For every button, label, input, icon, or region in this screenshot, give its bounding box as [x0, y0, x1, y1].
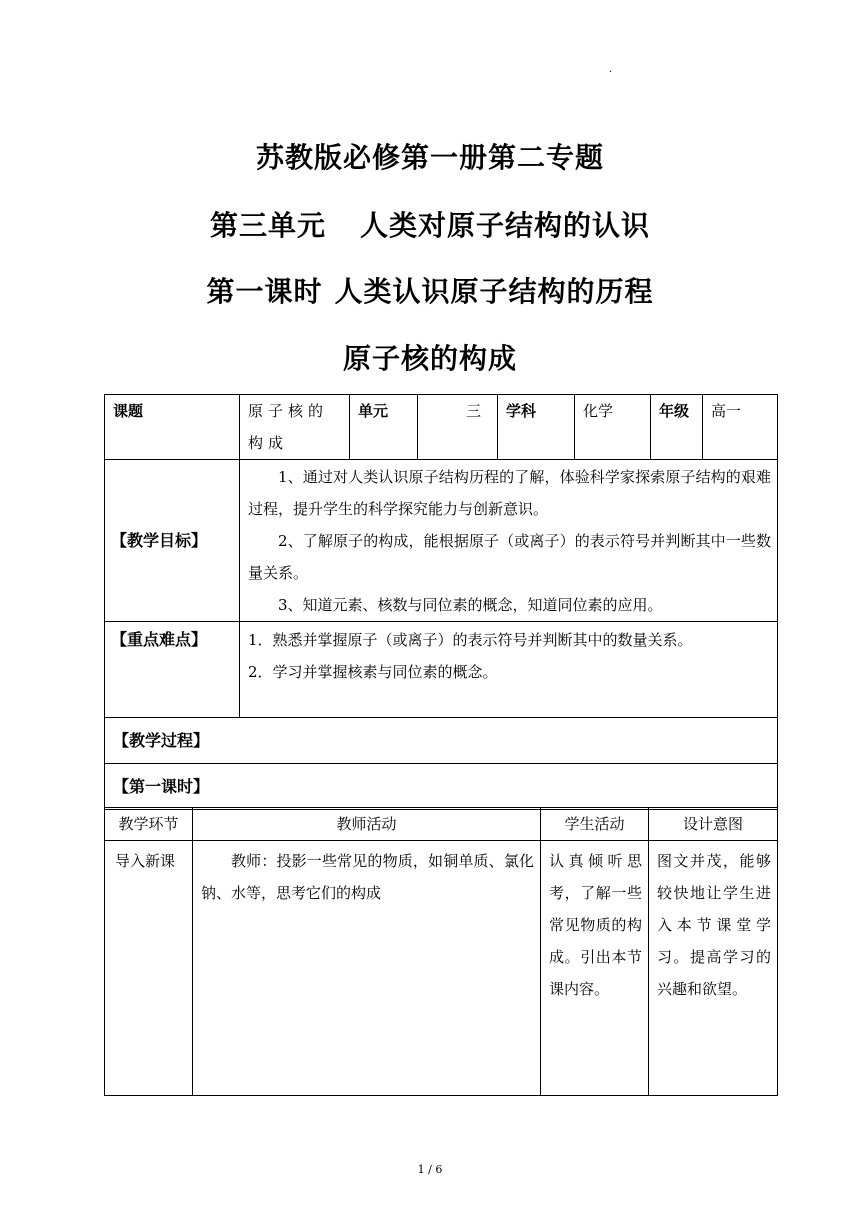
- table-row: [105, 841, 778, 1096]
- unit-label: 单元: [350, 395, 418, 460]
- stage-cell: 导入新课: [105, 841, 193, 1096]
- header-stage: 教学环节: [105, 808, 193, 841]
- objective-item: 3、知道元素、核数与同位素的概念，知道同位素的应用。: [278, 596, 663, 614]
- lesson-info-table: [104, 394, 778, 810]
- page-number: 1 / 6: [417, 1163, 443, 1176]
- title-line-3: [0, 274, 860, 310]
- lesson-row: [105, 764, 778, 810]
- objective-item: 2、了解原子的构成，能根据原子（或离子）的表示符号并判断其中一些数量关系。: [248, 532, 771, 582]
- title-line-2-topic: 人类对原子结构的认识: [360, 209, 651, 242]
- process-header-row: [105, 808, 778, 841]
- objectives-content: [240, 460, 778, 622]
- student-activity-cell: 认真倾听思考，了解一些常见物质的构成。引出本节课内容。: [541, 841, 649, 1096]
- topic-row: [105, 395, 778, 460]
- process-label: 【教学过程】: [105, 718, 778, 764]
- process-table: [104, 807, 778, 1096]
- keypoint-item: 1．熟悉并掌握原子（或离子）的表示符号并判断其中的数量关系。: [248, 631, 693, 649]
- subject-value: 化学: [575, 395, 651, 460]
- title-line-2: [0, 208, 860, 244]
- keypoints-label: 【重点难点】: [105, 622, 240, 718]
- subject-label: 学科: [498, 395, 575, 460]
- lesson-label: 【第一课时】: [105, 764, 778, 810]
- process-row: [105, 718, 778, 764]
- corner-dot: .: [609, 64, 613, 75]
- title-line-3-lesson: 第一课时: [206, 275, 323, 308]
- design-intent-cell: 图文并茂，能够较快地让学生进入本节课堂学习。提高学习的兴趣和欲望。: [649, 841, 778, 1096]
- keypoint-item: 2．学习并掌握核素与同位素的概念。: [248, 663, 498, 681]
- grade-label: 年级: [651, 395, 703, 460]
- title-line-3-topic: 人类认识原子结构的历程: [334, 275, 654, 308]
- header-intent: 设计意图: [649, 808, 778, 841]
- title-line-1: 苏教版必修第一册第二专题: [255, 141, 604, 174]
- teacher-activity-cell: 教师：投影一些常见的物质，如铜单质、氯化钠、水等，思考它们的构成: [193, 841, 541, 1096]
- header-teacher: 教师活动: [193, 808, 541, 841]
- keypoints-content: [240, 622, 778, 718]
- objectives-row: [105, 460, 778, 622]
- objective-item: 1、通过对人类认识原子结构历程的了解，体验科学家探索原子结构的艰难过程，提升学生的科学探究能力与创新意识。: [248, 468, 771, 518]
- keypoints-row: [105, 622, 778, 718]
- objectives-label: 【教学目标】: [105, 460, 240, 622]
- header-student: 学生活动: [541, 808, 649, 841]
- title-line-4: 原子核的构成: [342, 342, 517, 375]
- unit-value: 三: [418, 395, 498, 460]
- topic-value: 原子核的构成: [240, 395, 350, 460]
- topic-label: 课题: [105, 395, 240, 460]
- title-line-2-unit: 第三单元: [209, 209, 326, 242]
- grade-value: 高一: [703, 395, 778, 460]
